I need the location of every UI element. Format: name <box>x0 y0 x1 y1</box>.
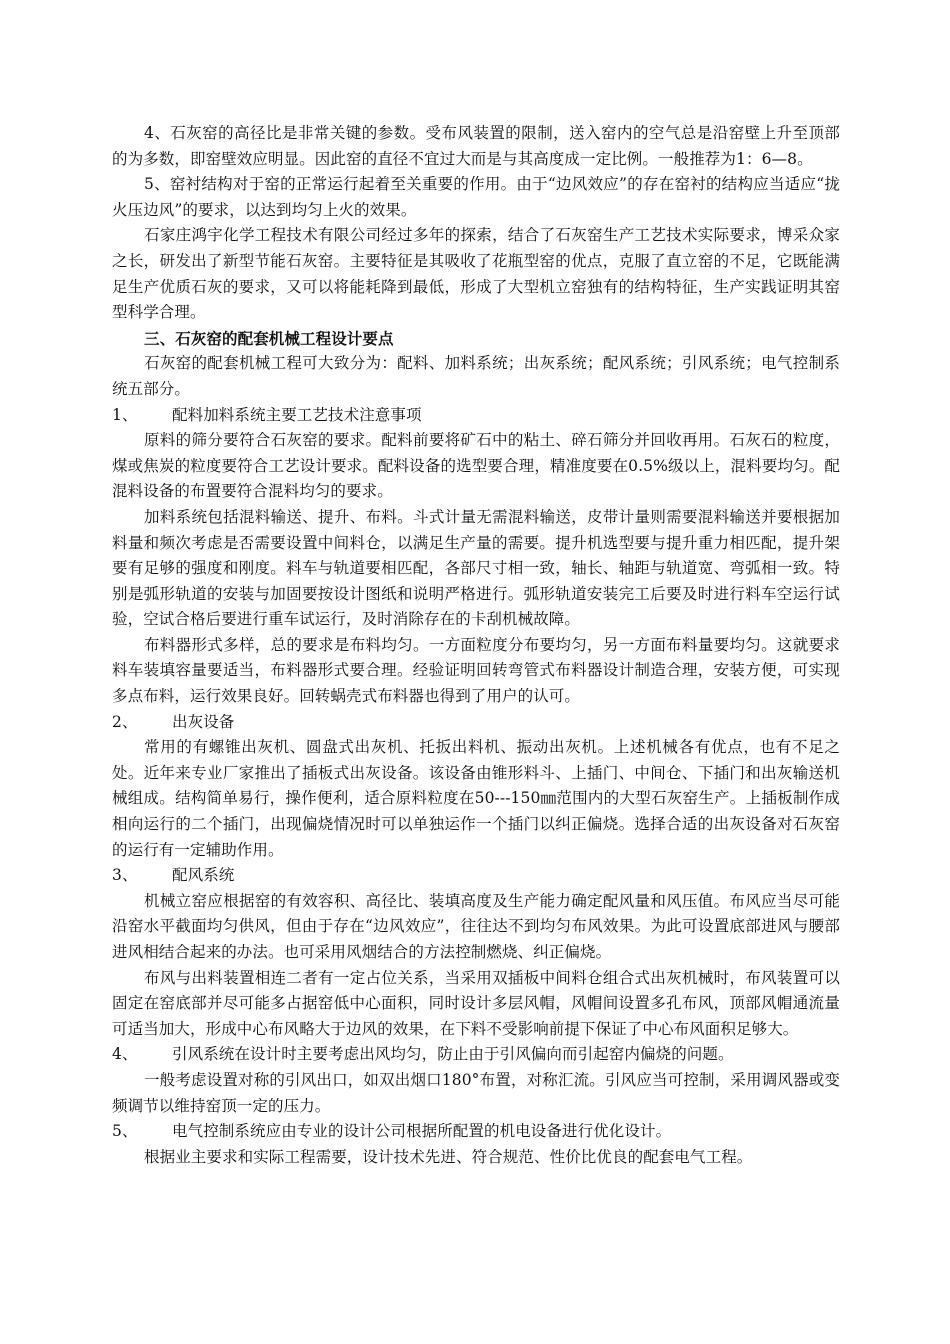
paragraph-induced-draft: 一般考虑设置对称的引风出口，如双出烟口180°布置，对称汇流。引风应当可控制，采用调风器或变频调节以维持窑顶一定的压力。 <box>112 1070 840 1115</box>
numbered-item-2 <box>112 710 840 736</box>
paragraph-distributor: 布料器形式多样，总的要求是布料均匀。一方面粒度分布要均匀，另一方面布料量要均匀。这就要求料车装填容量要适当，布料器形式要合理。经验证明回转弯管式布料器设计制造合理，安装方便，可实现多点布料，运行效果良好。回转蜗壳式布料器也得到了用户的认可。 <box>112 635 840 706</box>
item-title: 引风系统在设计时主要考虑出风均匀，防止由于引风偏向而引起窑内偏烧的问题。 <box>172 1045 734 1064</box>
item-number: 1、 <box>112 405 138 424</box>
paragraph-overview: 石灰窑的配套机械工程可大致分为：配料、加料系统；出灰系统；配风系统；引风系统；电气控制系统五部分。 <box>112 354 840 398</box>
item-number: 2、 <box>112 712 138 731</box>
item-number: 4、 <box>112 1045 138 1064</box>
numbered-item-5 <box>112 1119 840 1145</box>
paragraph-kiln-ratio: 4、石灰窑的高径比是非常关键的参数。受布风装置的限制，送入窑内的空气总是沿窑壁上升至顶部的为多数，即窑壁效应明显。因此窑的直径不宜过大而是与其高度成一定比例。一般推荐为1：6—8。 <box>112 124 840 168</box>
numbered-item-4 <box>112 1042 840 1068</box>
item-number: 3、 <box>112 866 138 885</box>
paragraph-electrical: 根据业主要求和实际工程需要，设计技术先进、符合规范、性价比优良的配套电气工程。 <box>144 1147 753 1166</box>
paragraph-ash-discharge: 常用的有螺锥出灰机、圆盘式出灰机、托扳出料机、振动出灰机。上述机械各有优点，也有不足之处。近年来专业厂家推出了插板式出灰设备。该设备由锥形料斗、上插门、中间仓、下插门和出灰输送机械组成。结构简单易行，操作便利，适合原料粒度在50---150㎜范围内的大型石灰窑生产。上插板制作成相向运行的二个插门，出现偏烧情况时可以单独运作一个插门以纠正偏烧。选择合适的出灰设备对石灰窑的运行有一定辅助作用。 <box>112 738 840 859</box>
numbered-item-3 <box>112 863 840 889</box>
paragraph-screening: 原料的筛分要符合石灰窑的要求。配料前要将矿石中的粘土、碎石筛分并回收再用。石灰石的粒度，煤或焦炭的粒度要符合工艺设计要求。配料设备的选型要合理，精准度要在0.5%级以上，混料要均匀。配混料设备的布置要符合混料均匀的要求。 <box>112 431 840 501</box>
numbered-item-1 <box>112 403 840 429</box>
document-body <box>112 121 840 1170</box>
item-number: 5、 <box>112 1122 138 1141</box>
item-title: 配料加料系统主要工艺技术注意事项 <box>172 405 422 424</box>
paragraph-company-intro: 石家庄鸿宇化学工程技术有限公司经过多年的探索，结合了石灰窑生产工艺技术实际要求，博采众家之长，研发出了新型节能石灰窑。主要特征是其吸收了花瓶型窑的优点，克服了直立窑的不足，它既能满足生产优质石灰的要求，又可以将能耗降到最低，形成了大型机立窑独有的结构特征，生产实践证明其窑型科学合理。 <box>112 226 840 322</box>
section-heading: 三、石灰窑的配套机械工程设计要点 <box>144 328 394 348</box>
paragraph-air-distribution: 布风与出料装置相连二者有一定占位关系，当采用双插板中间料仓组合式出灰机械时，布风装置可以固定在窑底部并尽可能多占据窑低中心面积，同时设计多层风帽，风帽间设置多孔布风，顶部风帽通流量可适当加大，形成中心布风略大于边风的效果，在下料不受影响前提下保证了中心布风面积足够大。 <box>112 968 840 1038</box>
item-title: 出灰设备 <box>172 712 235 731</box>
item-title: 电气控制系统应由专业的设计公司根据所配置的机电设备进行优化设计。 <box>172 1122 672 1141</box>
item-title: 配风系统 <box>172 866 235 885</box>
paragraph-kiln-lining: 5、窑衬结构对于窑的正常运行起着至关重要的作用。由于“边风效应”的存在窑衬的结构应当适应“拢火压边风”的要求，以达到均匀上火的效果。 <box>112 175 840 219</box>
paragraph-air-supply: 机械立窑应根据窑的有效容积、高径比、装填高度及生产能力确定配风量和风压值。布风应当尽可能沿窑水平截面均匀供风，但由于存在“边风效应”，往往达不到均匀布风效果。为此可设置底部进风与腰部进风相结合起来的办法。也可采用风烟结合的方法控制燃烧、纠正偏烧。 <box>112 891 840 961</box>
paragraph-feeding: 加料系统包括混料输送、提升、布料。斗式计量无需混料输送，皮带计量则需要混料输送并要根据加料量和频次考虑是否需要设置中间料仓，以满足生产量的需要。提升机选型要与提升重力相匹配，提升架要有足够的强度和刚度。料车与轨道要相匹配，各部尺寸相一致，轴长、轴距与轨道宽、弯弧相一致。特别是弧形轨道的安装与加固要按设计图纸和说明严格进行。弧形轨道安装完工后要及时进行料车空运行试验，空试合格后要进行重车试运行，及时消除存在的卡刮机械故障。 <box>112 507 840 629</box>
